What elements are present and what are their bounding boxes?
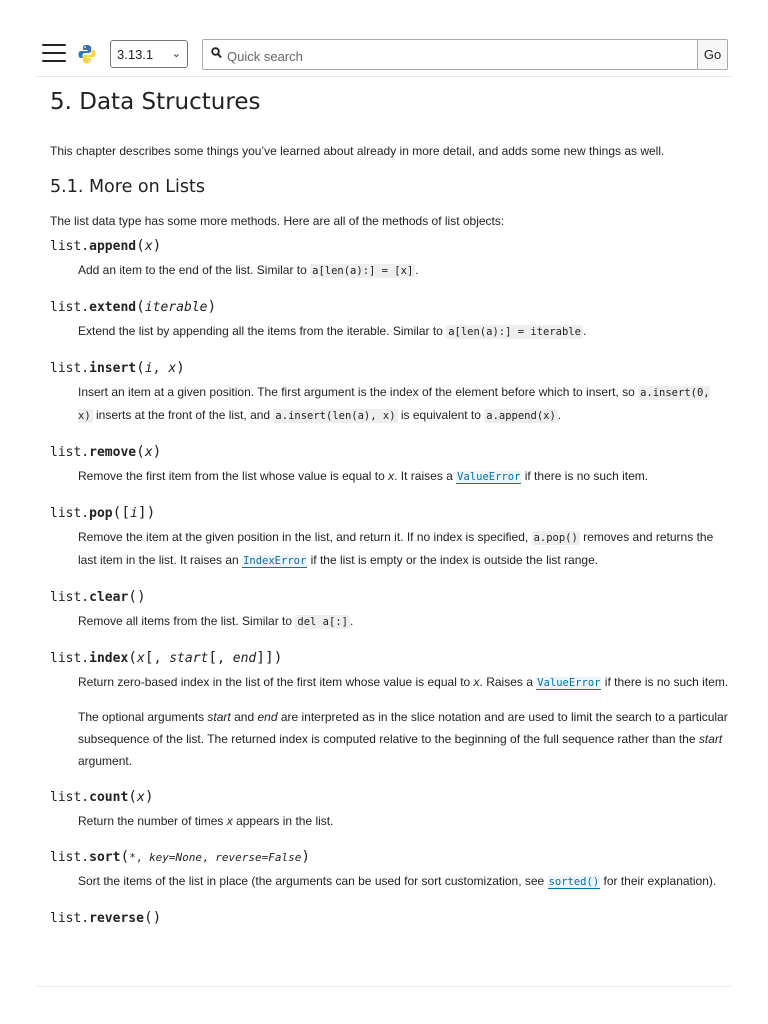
method-desc-sort bbox=[78, 870, 730, 893]
punctuation: , bbox=[153, 651, 170, 666]
valueerror-link[interactable]: ValueError bbox=[457, 471, 521, 483]
punctuation: ) bbox=[176, 360, 185, 376]
punctuation: ) bbox=[152, 444, 162, 460]
method-signature-clear bbox=[50, 587, 730, 608]
class-prefix: list. bbox=[50, 590, 90, 605]
punctuation: ( bbox=[128, 789, 138, 805]
emphasis: x bbox=[473, 675, 480, 689]
method-name: sort bbox=[89, 850, 121, 865]
desc-text: . bbox=[557, 408, 562, 422]
method-name: reverse bbox=[89, 911, 144, 926]
go-button[interactable]: Go bbox=[697, 40, 727, 69]
punctuation: ( bbox=[136, 299, 145, 315]
inline-code: a.append(x) bbox=[486, 410, 556, 422]
class-prefix: list. bbox=[50, 911, 90, 926]
punctuation: ( bbox=[136, 360, 145, 376]
desc-text: Return the number of times bbox=[78, 814, 227, 828]
param: start bbox=[169, 651, 209, 666]
desc-text: Add an item to the end of the list. Similar to bbox=[78, 263, 311, 277]
inline-code: a.insert(0, x) bbox=[78, 387, 710, 422]
footer-divider bbox=[36, 986, 732, 987]
method-name: pop bbox=[89, 506, 113, 521]
section-title: 5.1. More on Lists bbox=[50, 177, 205, 197]
punctuation: [ bbox=[208, 650, 218, 666]
param: x bbox=[137, 651, 145, 666]
class-prefix: list. bbox=[50, 790, 90, 805]
desc-text: Remove the first item from the list whose value is equal to bbox=[78, 469, 389, 483]
method-signature-extend bbox=[50, 297, 730, 318]
desc-text: Sort the items of the list in place (the arguments can be used for sort customization, see bbox=[78, 874, 548, 888]
method-list bbox=[50, 236, 730, 929]
emphasis: start bbox=[207, 710, 231, 724]
param: x bbox=[137, 790, 145, 805]
desc-text: . It raises a bbox=[394, 469, 457, 483]
search-icon bbox=[211, 47, 222, 59]
method-desc-remove bbox=[78, 465, 730, 488]
punctuation: ) bbox=[144, 789, 154, 805]
chevron-down-icon: ⌄ bbox=[171, 48, 181, 60]
indexerror-link[interactable]: IndexError bbox=[243, 555, 307, 567]
punctuation: ( bbox=[136, 238, 145, 254]
chapter-intro: This chapter describes some things you’ve learned about already in more detail, and adds some new things as well. bbox=[50, 144, 665, 158]
inline-code: a.insert(len(a), x) bbox=[275, 410, 396, 422]
valueerror-link[interactable]: ValueError bbox=[537, 677, 601, 689]
desc-text: and bbox=[230, 710, 258, 724]
class-prefix: list. bbox=[50, 850, 90, 865]
inline-code: a[len(a):] = [x] bbox=[312, 265, 414, 277]
param: reverse=False bbox=[215, 851, 302, 864]
desc-text: . Raises a bbox=[479, 675, 537, 689]
method-name: append bbox=[89, 239, 137, 254]
main-content bbox=[50, 82, 730, 929]
method-signature-remove bbox=[50, 442, 730, 463]
punctuation: , bbox=[217, 651, 233, 666]
method-signature-count bbox=[50, 787, 730, 808]
method-signature-pop bbox=[50, 503, 730, 524]
punctuation: ( bbox=[128, 589, 138, 605]
desc-text: if the list is empty or the index is outside the list range. bbox=[307, 553, 599, 567]
punctuation: ) bbox=[207, 299, 217, 315]
method-signature-reverse bbox=[50, 908, 730, 929]
param: x bbox=[144, 445, 153, 460]
page-title: 5. Data Structures bbox=[50, 89, 261, 115]
method-desc-append bbox=[78, 259, 730, 282]
header-divider bbox=[36, 76, 732, 77]
punctuation: ) bbox=[301, 849, 311, 865]
method-desc-count bbox=[78, 810, 730, 832]
desc-text: . bbox=[415, 263, 419, 277]
python-logo-icon bbox=[78, 44, 96, 64]
emphasis: x bbox=[388, 469, 395, 483]
param: x bbox=[144, 239, 153, 254]
sorted-link[interactable]: sorted() bbox=[548, 876, 600, 888]
desc-text: Insert an item at a given position. The first argument is the index of the element before which to insert, so bbox=[78, 385, 639, 399]
punctuation: ) bbox=[152, 238, 162, 254]
inline-code: a.pop() bbox=[533, 532, 578, 544]
desc-text: Extend the list by appending all the items from the iterable. Similar to bbox=[78, 324, 447, 338]
search-input[interactable] bbox=[225, 44, 699, 68]
top-bar bbox=[0, 0, 768, 76]
menu-icon[interactable] bbox=[42, 44, 66, 64]
class-prefix: list. bbox=[50, 445, 90, 460]
desc-text: argument. bbox=[78, 754, 133, 768]
punctuation: , bbox=[202, 851, 216, 864]
punctuation: ([ bbox=[112, 505, 131, 521]
punctuation: ( bbox=[128, 650, 138, 666]
method-signature-sort bbox=[50, 847, 730, 868]
emphasis: start bbox=[698, 732, 723, 746]
method-name: clear bbox=[89, 590, 129, 605]
version-select[interactable] bbox=[110, 40, 188, 68]
punctuation: ]]) bbox=[256, 650, 283, 666]
desc-text: inserts at the front of the list, and bbox=[92, 408, 274, 422]
search-box bbox=[202, 39, 728, 70]
version-value: 3.13.1 bbox=[117, 47, 154, 62]
desc-text: appears in the list. bbox=[232, 814, 334, 828]
method-desc-clear bbox=[78, 610, 730, 633]
param: * bbox=[129, 851, 136, 864]
method-name: extend bbox=[89, 300, 137, 315]
punctuation: , bbox=[152, 361, 169, 376]
method-desc-index bbox=[78, 671, 730, 694]
inline-code: a[len(a):] = iterable bbox=[448, 326, 581, 338]
punctuation: ( bbox=[136, 444, 145, 460]
desc-text: if there is no such item. bbox=[521, 469, 649, 483]
method-signature-insert bbox=[50, 358, 730, 379]
param: i bbox=[130, 506, 138, 521]
method-desc-index-extra bbox=[78, 706, 730, 772]
punctuation: ( bbox=[120, 849, 130, 865]
desc-text: are interpreted as in the slice notation and are used to limit the search to a particular subsequence of the list. The returned index is computed relative to the beginning of the full sequence rather than the bbox=[78, 710, 728, 746]
desc-text: for their explanation). bbox=[600, 874, 717, 888]
method-signature-index bbox=[50, 648, 730, 669]
class-prefix: list. bbox=[50, 651, 90, 666]
class-prefix: list. bbox=[50, 300, 90, 315]
class-prefix: list. bbox=[50, 506, 90, 521]
param: x bbox=[168, 361, 177, 376]
desc-text: Return zero-based index in the list of the first item whose value is equal to bbox=[78, 675, 474, 689]
desc-text: . bbox=[582, 324, 587, 338]
desc-text: Remove the item at the given position in the list, and return it. If no index is specified, bbox=[78, 530, 532, 544]
punctuation: ( bbox=[143, 910, 153, 926]
param: i bbox=[144, 361, 153, 376]
inline-code: del a[:] bbox=[297, 616, 348, 628]
method-desc-insert bbox=[78, 381, 730, 427]
punctuation: ]) bbox=[137, 505, 156, 521]
param: key=None bbox=[149, 851, 203, 864]
class-prefix: list. bbox=[50, 239, 90, 254]
method-desc-extend bbox=[78, 320, 730, 343]
desc-text: is equivalent to bbox=[397, 408, 485, 422]
method-name: remove bbox=[89, 445, 137, 460]
param: end bbox=[232, 651, 257, 666]
punctuation: [ bbox=[144, 650, 154, 666]
method-name: insert bbox=[89, 361, 137, 376]
list-intro: The list data type has some more methods. Here are all of the methods of list objects: bbox=[50, 214, 505, 228]
method-name: count bbox=[89, 790, 129, 805]
desc-text: removes and returns the last item in the list. It raises an bbox=[78, 530, 714, 567]
desc-text: Remove all items from the list. Similar to bbox=[78, 614, 296, 628]
method-name: index bbox=[89, 651, 129, 666]
param: iterable bbox=[144, 300, 208, 315]
punctuation: ) bbox=[137, 589, 146, 605]
emphasis: x bbox=[226, 814, 233, 828]
method-desc-pop bbox=[78, 526, 730, 572]
desc-text: if there is no such item. bbox=[601, 675, 729, 689]
class-prefix: list. bbox=[50, 361, 90, 376]
emphasis: end bbox=[257, 710, 278, 724]
desc-text: . bbox=[349, 614, 354, 628]
method-signature-append bbox=[50, 236, 730, 257]
desc-text: The optional arguments bbox=[78, 710, 208, 724]
punctuation: ) bbox=[152, 910, 162, 926]
punctuation: , bbox=[135, 851, 150, 864]
